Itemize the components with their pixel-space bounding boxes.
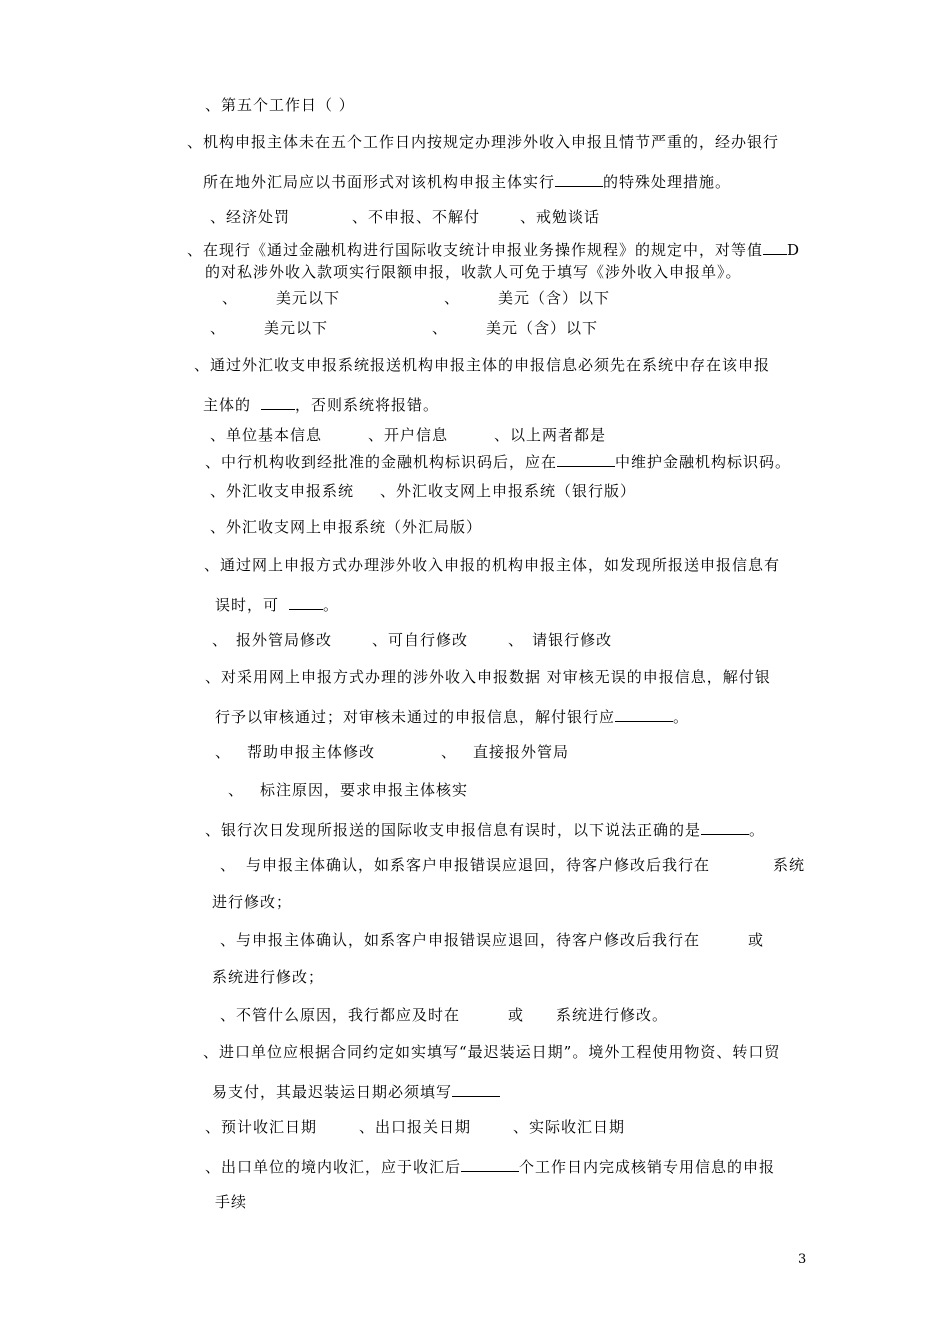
options-line xyxy=(220,855,805,875)
options-line xyxy=(212,967,324,987)
answer-blank xyxy=(261,393,295,410)
question-line xyxy=(212,1080,500,1102)
options-line xyxy=(215,742,569,762)
answer-blank xyxy=(461,1155,519,1172)
option-d: 美元（含）以下 xyxy=(486,319,599,337)
option-a-mark: 、 xyxy=(222,289,239,307)
answer-blank xyxy=(763,238,787,255)
question-line xyxy=(203,393,439,415)
question-text: 、在现行《通过金融机构进行国际收支统计申报业务操作规程》的规定中，对等值 xyxy=(187,241,764,259)
option-a: 、单位基本信息 xyxy=(210,426,323,444)
options-line xyxy=(205,1117,625,1137)
question-line xyxy=(215,705,689,727)
option-a-mark: 、 xyxy=(220,856,237,874)
question-text: 、机构申报主体未在五个工作日内按规定办理涉外收入申报且情节严重的，经办银行 xyxy=(187,133,780,151)
option-c: 、实际收汇日期 xyxy=(513,1118,626,1136)
question-text: ，否则系统将报错。 xyxy=(295,396,440,414)
option-a: 、外汇收支申报系统 xyxy=(210,482,355,500)
answer-blank xyxy=(555,170,603,187)
question-text: 。 xyxy=(673,708,690,726)
option-a-end: 系统 xyxy=(772,856,805,874)
question-text: 误时，可 xyxy=(215,596,280,614)
question-line xyxy=(187,238,800,260)
option-a-cont: 进行修改； xyxy=(212,893,293,911)
options-line xyxy=(210,517,482,537)
question-text: 行予以审核通过；对审核未通过的申报信息，解付银行应 xyxy=(215,708,616,726)
options-line xyxy=(210,425,606,445)
option-b: 、可自行修改 xyxy=(372,631,469,649)
option-c: 、以上两者都是 xyxy=(494,426,607,444)
option-a-mark: 、 xyxy=(212,631,229,649)
question-text: 、银行次日发现所报送的国际收支申报信息有误时，以下说法正确的是 xyxy=(205,821,702,839)
option-b: 、出口报关日期 xyxy=(359,1118,472,1136)
options-line xyxy=(210,207,600,227)
question-line xyxy=(215,593,339,615)
question-line xyxy=(194,355,770,375)
question-line xyxy=(204,555,805,575)
question-text: 的对私涉外收入款项实行限额申报，收款人可免于填写《涉外收入申报单》。 xyxy=(205,263,742,281)
question-text: 、中行机构收到经批准的金融机构标识码后，应在 xyxy=(205,453,558,471)
question-text: 、通过外汇收支申报系统报送机构申报主体的申报信息必须先在系统中存在该申报 xyxy=(194,356,771,374)
option-b: 、外汇收支网上申报系统（银行版） xyxy=(380,482,637,500)
question-line xyxy=(187,132,805,152)
option-text: 、第五个工作日（ ） xyxy=(205,96,355,114)
option-b: 直接报外管局 xyxy=(473,743,570,761)
options-line xyxy=(220,1005,668,1025)
option-b-mark: 、 xyxy=(441,743,458,761)
option-c-mark: 、 xyxy=(508,631,525,649)
option-c: 、戒勉谈话 xyxy=(520,208,601,226)
question-line xyxy=(205,262,742,282)
option-b: 、与申报主体确认，如系客户申报错误应退回，待客户修改后我行在 xyxy=(220,931,701,949)
question-text: 中维护金融机构标识码。 xyxy=(615,453,792,471)
question-text: 。 xyxy=(749,821,766,839)
option-b: 、开户信息 xyxy=(368,426,449,444)
option-a: 、经济处罚 xyxy=(210,208,291,226)
options-line xyxy=(210,318,598,338)
option-c: 、不管什么原因，我行都应及时在 xyxy=(220,1006,461,1024)
question-line xyxy=(215,1192,247,1212)
option-b-or: 或 xyxy=(748,931,765,949)
question-text: 主体的 xyxy=(203,396,252,414)
question-text: 的特殊处理措施。 xyxy=(603,173,732,191)
option-c-or: 或 xyxy=(508,1006,525,1024)
question-text: 、通过网上申报方式办理涉外收入申报的机构申报主体，如发现所报送申报信息有 xyxy=(204,556,781,574)
option-a: 帮助申报主体修改 xyxy=(247,743,376,761)
option-c-mark: 、 xyxy=(228,781,245,799)
option-a-mark: 、 xyxy=(215,743,232,761)
option-b: 、不申报、不解付 xyxy=(352,208,481,226)
question-line xyxy=(205,1155,775,1177)
question-text: 所在地外汇局应以书面形式对该机构申报主体实行 xyxy=(203,173,556,191)
question-line xyxy=(203,1042,805,1062)
question-text: 、进口单位应根据合同约定如实填写“最迟装运日期”。境外工程使用物资、转口贸 xyxy=(203,1043,781,1061)
option-a: 、预计收汇日期 xyxy=(205,1118,318,1136)
option-a: 美元以下 xyxy=(276,289,341,307)
option-b: 美元（含）以下 xyxy=(498,289,611,307)
option-c-end: 系统进行修改。 xyxy=(556,1006,669,1024)
option-c-mark: 、 xyxy=(210,319,227,337)
question-text: 易支付，其最迟装运日期必须填写 xyxy=(212,1083,453,1101)
answer-blank xyxy=(701,818,749,835)
option-a: 与申报主体确认，如系客户申报错误应退回，待客户修改后我行在 xyxy=(246,856,711,874)
question-line xyxy=(205,667,805,687)
option-d-mark: 、 xyxy=(432,319,449,337)
answer-letter: D xyxy=(787,241,801,259)
answer-blank xyxy=(452,1080,500,1097)
options-line xyxy=(222,288,610,308)
question-line xyxy=(205,450,791,472)
options-line xyxy=(212,892,292,912)
question-line xyxy=(205,818,765,840)
answer-blank xyxy=(289,593,323,610)
option-c: 、外汇收支网上申报系统（外汇局版） xyxy=(210,518,483,536)
options-line xyxy=(220,930,764,950)
question-text: 、出口单位的境内收汇，应于收汇后 xyxy=(205,1158,462,1176)
question-line xyxy=(203,170,731,192)
option-c: 请银行修改 xyxy=(532,631,613,649)
option-b-mark: 、 xyxy=(444,289,461,307)
question-text: 个工作日内完成核销专用信息的申报 xyxy=(519,1158,776,1176)
option-line xyxy=(205,95,355,115)
option-b-cont: 系统进行修改； xyxy=(212,968,325,986)
question-text: 手续 xyxy=(215,1193,248,1211)
options-line xyxy=(210,481,636,501)
answer-blank xyxy=(557,450,615,467)
question-text: 、对采用网上申报方式办理的涉外收入申报数据 对审核无误的申报信息，解付银 xyxy=(205,668,771,686)
options-line xyxy=(228,780,468,800)
option-a: 报外管局修改 xyxy=(236,631,333,649)
question-text: 。 xyxy=(323,596,340,614)
option-c: 标注原因，要求申报主体核实 xyxy=(260,781,469,799)
page-number: 3 xyxy=(798,1252,807,1267)
answer-blank xyxy=(615,705,673,722)
option-c: 美元以下 xyxy=(264,319,329,337)
options-line xyxy=(212,630,612,650)
